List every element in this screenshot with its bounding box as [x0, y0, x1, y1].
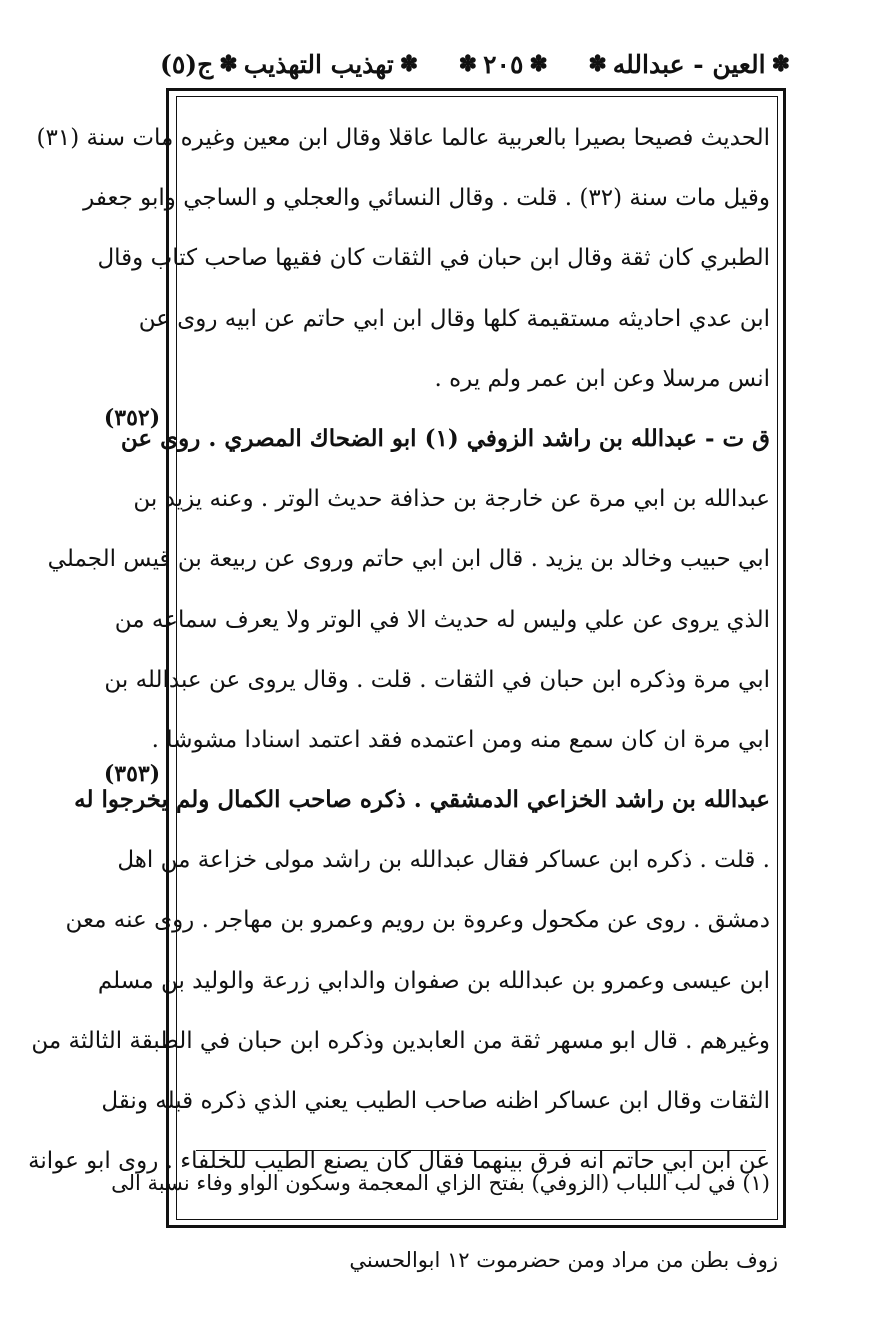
text-line: ابن عدي احاديثه مستقيمة كلها وقال ابن ابي حاتم عن ابيه روى عن	[138, 305, 770, 332]
footnote: (١) في لب اللباب (الزوفي) بفتح الزاي المعجمة وسكون الواو وفاء نسبة الى	[111, 1171, 770, 1195]
entry-heading-352: ق ت - عبدالله بن راشد الزوفي (١) ابو الضحاك المصري . روى عن	[120, 424, 770, 452]
book-title: تهذيب التهذيب	[243, 49, 394, 79]
text-line: ابي مرة ان كان سمع منه ومن اعتمده فقد اعتمد اسنادا مشوشا .	[151, 726, 770, 753]
text-line: عن ابن ابي حاتم انه فرق بينهما فقال كان يصنع الطيب للخلفاء . روى ابو عوانة	[28, 1148, 770, 1175]
header-section	[588, 50, 790, 79]
text-line: الحديث فصيحا بصيرا بالعربية عالما عاقلا وقال ابن معين وغيره مات سنة (٣١)	[36, 125, 770, 151]
text-line: الطبري كان ثقة وقال ابن حبان في الثقات كان فقيها صاحب كتاب وقال	[97, 245, 770, 272]
text-line: ابن عيسى وعمرو بن عبدالله بن صفوان والدابي زرعة والوليد بن مسلم	[97, 967, 770, 994]
ornament-icon: ✽	[529, 51, 548, 77]
entry-heading-353: عبدالله بن راشد الخزاعي الدمشقي . ذكره صاحب الكمال ولم يخرجوا له	[74, 786, 770, 814]
footnote-continuation: زوف بطن من مراد ومن حضرموت ١٢ ابوالحسني	[349, 1248, 778, 1272]
text-line: . قلت . ذكره ابن عساكر فقال عبدالله بن راشد مولى خزاعة من اهل	[117, 847, 770, 874]
page-header	[160, 38, 790, 90]
ornament-icon: ✽	[458, 51, 478, 77]
text-line: وقيل مات سنة (٣٢) . قلت . وقال النسائي والعجلي و الساجي وابو جعفر	[83, 185, 770, 212]
ornament-icon: ✽	[588, 51, 607, 77]
text-line: ابي حبيب وخالد بن يزيد . قال ابن ابي حاتم وروى عن ربيعة بن قيس الجملي	[47, 546, 770, 573]
page-number: ٢٠٥	[483, 49, 524, 79]
text-line: دمشق . روى عن مكحول وعروة بن رويم وعمرو بن مهاجر . روى عنه معن	[65, 907, 770, 934]
footnote-divider	[196, 1150, 766, 1151]
ornament-icon: ✽	[219, 51, 238, 77]
ornament-icon: ✽	[771, 51, 790, 77]
entry-number-352: (٣٥٢)	[103, 405, 161, 431]
header-page	[459, 50, 548, 79]
text-line: انس مرسلا وعن ابن عمر ولم يره .	[434, 365, 770, 392]
ornament-icon: ✽	[399, 51, 419, 77]
text-line: عبدالله بن ابي مرة عن خارجة بن حذافة حديث الوتر . وعنه يزيد بن	[133, 486, 770, 513]
text-line: الذي يروى عن علي وليس له حديث الا في الوتر ولا يعرف سماعه من	[114, 606, 770, 633]
text-line: ابي مرة وذكره ابن حبان في الثقات . قلت . وقال يروى عن عبدالله بن	[104, 666, 770, 693]
header-volume-title	[160, 50, 418, 79]
section-title: العين - عبدالله	[612, 49, 766, 79]
entry-number-353: (٣٥٣)	[103, 761, 161, 787]
text-line: الثقات وقال ابن عساكر اظنه صاحب الطيب يعني الذي ذكره قبله ونقل	[101, 1088, 770, 1114]
text-line: وغيرهم . قال ابو مسهر ثقة من العابدين وذكره ابن حبان في الطبقة الثالثة من	[31, 1027, 770, 1054]
volume-label: ج(٥)	[160, 49, 214, 79]
